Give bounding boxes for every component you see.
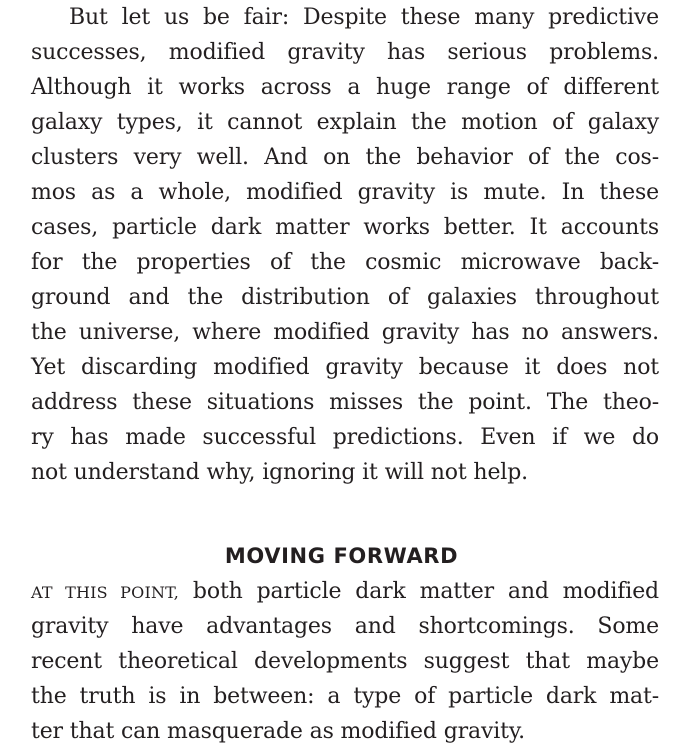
paragraph-line: Although it works across a huge range of different [31,75,659,100]
paragraph-line: galaxy types, it cannot explain the motion of galaxy [31,110,659,135]
paragraph-line: for the properties of the cosmic microwave back- [31,250,659,275]
first-line-text: both particle dark matter and modified [192,579,659,604]
paragraph-line: But let us be fair: Despite these many predictive [69,5,659,30]
lead-in-smallcaps: AT THIS POINT, [31,583,179,602]
paragraph-line: ground and the distribution of galaxies throughout [31,285,659,310]
paragraph-line: mos as a whole, modified gravity is mute. In these [31,180,659,205]
paragraph-line: clusters very well. And on the behavior of the cos- [31,145,659,170]
paragraph-line: Yet discarding modified gravity because it does not [31,355,659,380]
section-first-line [31,574,659,610]
section-line: recent theoretical developments suggest that maybe [31,649,659,674]
section-last-line: ter that can masquerade as modified gravity. [31,719,526,744]
paragraph-line: successes, modified gravity has serious problems. [31,40,659,65]
section-line: gravity have advantages and shortcomings. Some [31,614,659,639]
paragraph-line: cases, particle dark matter works better. It accounts [31,215,659,240]
paragraph-line: address these situations misses the point. The theo- [31,390,659,415]
paragraph-line: the universe, where modified gravity has no answers. [31,320,659,345]
paragraph-line: ry has made successful predictions. Even if we do [31,425,659,450]
section-heading: MOVING FORWARD [224,544,459,568]
section-line: the truth is in between: a type of particle dark mat- [31,684,659,709]
paragraph-last-line: not understand why, ignoring it will not help. [31,460,528,485]
